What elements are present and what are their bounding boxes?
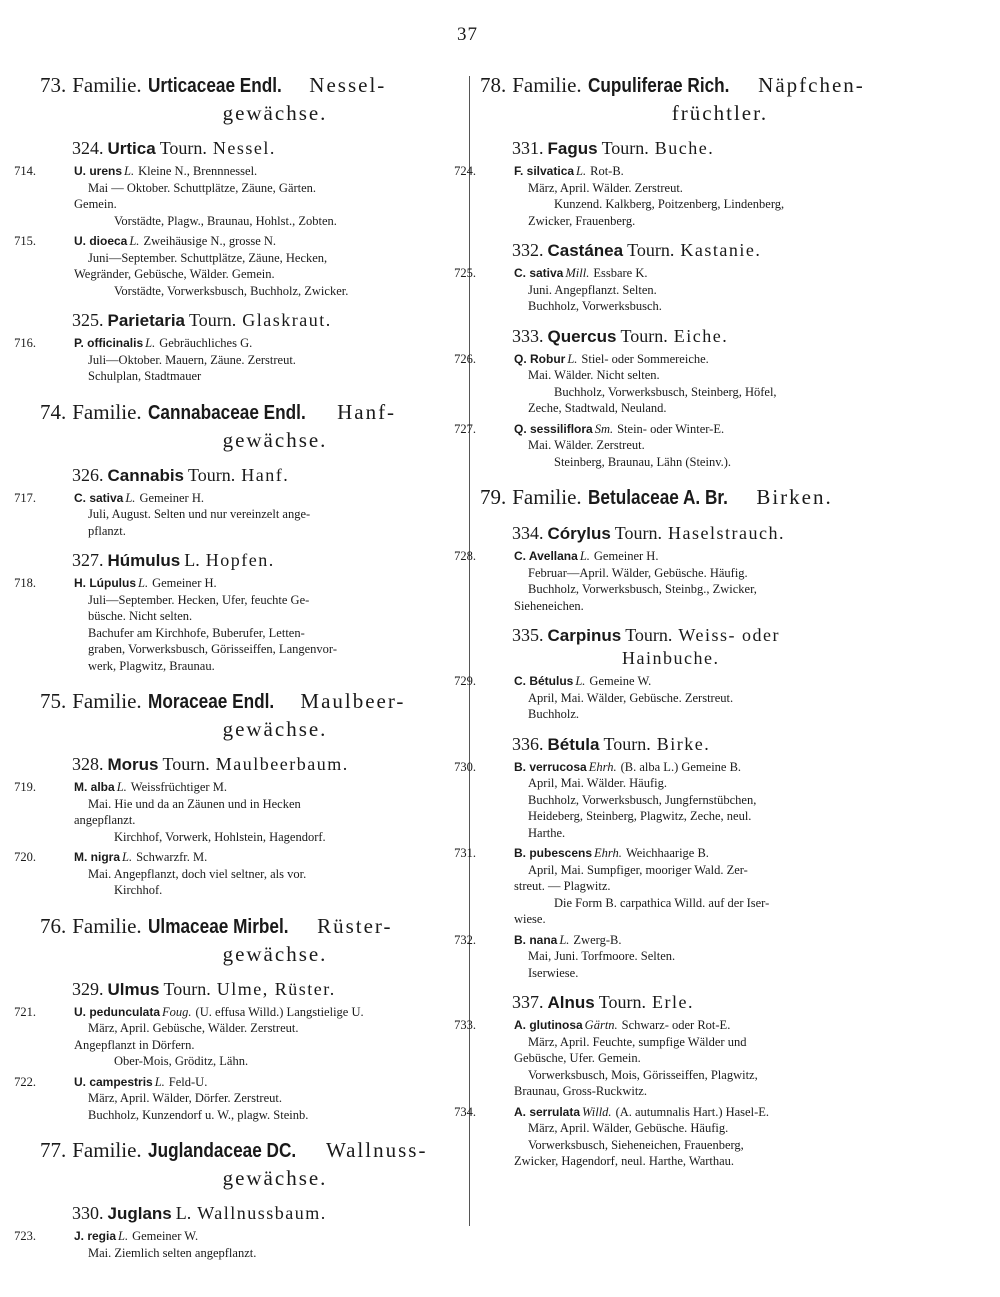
species-name: U. dioeca: [74, 234, 128, 248]
species-name: M. alba: [74, 780, 115, 794]
spacer: [40, 903, 460, 913]
species-common-name: Zweihäusige N., grosse N.: [143, 234, 277, 248]
species-detail-line: Kunzend. Kalkberg, Poitzenberg, Lindenberg,: [554, 197, 785, 211]
species-detail-line: angepflanzt.: [74, 813, 136, 827]
species-detail-line: Buchholz, Kunzendorf u. W., plagw. Steinb.: [88, 1107, 309, 1122]
species-common-name: (B. alba L.) Gemeine B.: [620, 759, 742, 774]
species-number: 721.: [14, 1004, 36, 1019]
species-common-name: Stein- oder Winter-E.: [617, 421, 725, 436]
species-detail-line: Schulplan, Stadtmauer: [88, 369, 202, 383]
species-number: 715.: [14, 234, 36, 248]
family-name: Juglandaceae DC.: [147, 1140, 296, 1162]
species-entry: [14, 575, 460, 674]
species-author: L.: [125, 490, 136, 505]
family-label: Familie.: [72, 689, 142, 713]
spacer: [480, 474, 910, 484]
species-detail-line: Buchholz, Vorwerksbusch, Jungfernstübchen,: [528, 792, 757, 807]
species-author: Sm.: [594, 421, 614, 436]
genus-author: Tourn.: [603, 733, 651, 754]
genus-heading: [512, 239, 910, 262]
genus-name: Húmulus: [107, 551, 181, 570]
species-detail-line: Mai. Wälder. Nicht selten.: [528, 368, 660, 382]
species-name: C. sativa: [74, 490, 124, 505]
species-detail-line: April, Mai. Wälder. Häufig.: [528, 776, 667, 790]
species-author: Mill.: [565, 266, 590, 280]
species-detail-line: Vorwerksbusch, Sieheneichen, Frauenberg,: [528, 1137, 744, 1152]
species-number: 718.: [14, 576, 36, 590]
species-detail-line: Steinberg, Braunau, Lähn (Steinv.).: [554, 454, 732, 469]
family-german-name-cont: gewächse.: [222, 101, 328, 125]
species-detail-line: Vorstädte, Vorwerksbusch, Buchholz, Zwicker.: [114, 283, 349, 298]
species-number: 720.: [14, 850, 36, 864]
genus-german-name: Nessel.: [212, 138, 276, 158]
genus-german-name-cont: Hainbuche.: [622, 648, 720, 668]
species-author: L.: [579, 549, 590, 563]
species-number: 728.: [454, 549, 476, 563]
species-name: H. Lúpulus: [74, 576, 136, 590]
genus-name: Carpinus: [547, 626, 622, 645]
genus-number: 326.: [72, 464, 104, 485]
genus-number: 329.: [72, 978, 104, 999]
genus-name: Castánea: [547, 241, 624, 260]
family-german-name-cont: gewächse.: [222, 717, 328, 741]
species-name: Q. sessiliflora: [514, 421, 593, 436]
species-entry: [454, 265, 910, 315]
species-detail-line: März, April. Wälder, Dörfer. Zerstreut.: [88, 1091, 282, 1105]
genus-heading: [72, 753, 460, 776]
species-number: 723.: [14, 1229, 36, 1243]
genus-name: Quercus: [547, 326, 617, 346]
species-detail-line: wiese.: [514, 912, 546, 926]
genus-author: Tourn.: [601, 138, 649, 158]
family-number: 77.: [40, 1138, 67, 1162]
genus-name: Cannabis: [107, 465, 185, 485]
species-common-name: Schwarz- oder Rot-E.: [621, 1018, 731, 1032]
species-number: 719.: [14, 780, 36, 794]
species-detail-line: Mai. Ziemlich selten angepflanzt.: [88, 1245, 257, 1260]
family-label: Familie.: [72, 73, 142, 97]
species-number: 731.: [454, 846, 476, 860]
genus-german-name: Hopfen.: [205, 550, 275, 570]
family-number: 74.: [40, 399, 67, 424]
family-heading: [40, 1137, 460, 1192]
species-detail-line: graben, Vorwerksbusch, Görisseiffen, Langenvor-: [88, 642, 337, 656]
species-detail-line: Mai. Wälder. Zerstreut.: [528, 438, 645, 452]
genus-heading: [72, 309, 460, 332]
species-detail-line: März, April. Gebüsche, Wälder. Zerstreut.: [88, 1021, 299, 1035]
genus-heading: [72, 137, 460, 160]
genus-german-name: Eiche.: [673, 325, 729, 346]
spacer: [40, 389, 460, 399]
genus-author: Tourn.: [159, 138, 207, 158]
genus-name: Córylus: [547, 524, 611, 543]
species-detail-line: Juni—September. Schuttplätze, Zäune, Hecken,: [88, 250, 328, 265]
species-detail-line: Mai, Juni. Torfmoore. Selten.: [528, 949, 676, 963]
species-detail-line: Juli, August. Selten und nur vereinzelt ange-: [88, 507, 311, 521]
genus-number: 328.: [72, 754, 104, 774]
species-entry: [454, 548, 910, 614]
family-label: Familie.: [72, 1138, 142, 1162]
genus-author: Tourn.: [188, 464, 236, 485]
species-entry: [14, 1004, 460, 1070]
species-detail-line: Die Form B. carpathica Willd. auf der Iser-: [554, 895, 770, 910]
species-common-name: Gemeiner H.: [139, 490, 204, 505]
species-name: J. regia: [74, 1229, 117, 1243]
species-detail-line: werk, Plagwitz, Braunau.: [88, 658, 215, 673]
species-detail-line: Vorstädte, Plagw., Braunau, Hohlst., Zobten.: [114, 213, 337, 228]
family-heading: [480, 484, 910, 512]
family-name: Cannabaceae Endl.: [147, 401, 306, 424]
species-detail-line: pflanzt.: [88, 523, 126, 538]
genus-heading: [512, 325, 910, 348]
genus-number: 331.: [512, 138, 544, 158]
species-name: B. pubescens: [514, 846, 593, 860]
species-author: L.: [116, 780, 127, 794]
species-name: C. Avellana: [514, 549, 578, 563]
species-detail-line: Februar—April. Wälder, Gebüsche. Häufig.: [528, 565, 748, 580]
species-author: Willd.: [582, 1104, 612, 1119]
genus-author: Tourn.: [614, 523, 663, 543]
species-entry: [454, 351, 910, 417]
species-entry: [14, 849, 460, 899]
species-common-name: Zwerg-B.: [573, 932, 622, 947]
genus-name: Bétula: [547, 734, 600, 754]
species-entry: [454, 1017, 910, 1100]
species-number: 730.: [454, 759, 476, 774]
species-detail-line: April, Mai. Wälder, Gebüsche. Zerstreut.: [528, 690, 734, 705]
species-detail-line: Angepflanzt in Dörfern.: [74, 1037, 195, 1052]
genus-heading: [512, 624, 910, 670]
species-name: U. pedunculata: [74, 1004, 161, 1019]
species-detail-line: Buchholz, Vorwerksbusch, Steinbg., Zwicker,: [528, 582, 757, 596]
species-number: 725.: [454, 266, 476, 280]
species-author: L.: [124, 164, 135, 178]
species-detail-line: Mai — Oktober. Schuttplätze, Zäune, Gärten.: [88, 180, 317, 195]
genus-heading: [512, 733, 910, 756]
species-common-name: Feld-U.: [168, 1074, 208, 1089]
family-heading: [480, 72, 910, 127]
species-common-name: Gemeine W.: [589, 674, 652, 688]
species-author: L.: [145, 336, 156, 350]
family-german-name: Birken.: [756, 485, 833, 509]
species-author: L.: [559, 932, 570, 947]
species-author: L.: [129, 234, 140, 248]
genus-author: Tourn.: [189, 310, 237, 330]
species-number: 726.: [454, 351, 476, 366]
column-divider: [469, 76, 470, 1226]
species-author: Ehrh.: [594, 846, 622, 860]
species-detail-line: Mai. Angepflanzt, doch viel seltner, als vor.: [88, 866, 307, 881]
genus-name: Fagus: [547, 139, 598, 158]
genus-author: Tourn.: [620, 325, 668, 346]
genus-author: Tourn.: [627, 240, 675, 260]
species-author: Foug.: [162, 1004, 192, 1019]
family-german-name: Nessel-: [309, 73, 387, 97]
genus-name: Urtica: [107, 139, 156, 158]
species-entry: [14, 335, 460, 385]
genus-name: Ulmus: [107, 979, 160, 999]
left-column: [14, 72, 460, 1265]
species-common-name: (A. autumnalis Hart.) Hasel-E.: [615, 1104, 769, 1119]
family-label: Familie.: [512, 73, 582, 97]
species-number: 722.: [14, 1074, 36, 1089]
species-detail-line: Harthe.: [528, 825, 566, 840]
species-common-name: Stiel- oder Sommereiche.: [581, 351, 709, 366]
family-number: 75.: [40, 689, 67, 713]
species-author: Gärtn.: [584, 1018, 618, 1032]
species-number: 733.: [454, 1018, 476, 1032]
family-heading: [40, 688, 460, 743]
genus-number: 327.: [72, 550, 104, 570]
species-author: L.: [122, 850, 133, 864]
species-name: C. sativa: [514, 266, 564, 280]
genus-author: Tourn.: [625, 625, 673, 645]
genus-german-name: Kastanie.: [680, 240, 762, 260]
family-german-name: Näpfchen-: [758, 73, 865, 97]
genus-heading: [512, 991, 910, 1014]
spacer: [40, 1127, 460, 1137]
species-detail-line: Wegränder, Gebüsche, Wälder. Gemein.: [74, 267, 275, 281]
species-entry: [14, 163, 460, 229]
species-author: L.: [576, 164, 587, 178]
family-name: Cupuliferae Rich.: [587, 75, 730, 97]
species-detail-line: Kirchhof.: [114, 883, 163, 897]
family-german-name-cont: gewächse.: [222, 1166, 328, 1190]
species-detail-line: Iserwiese.: [528, 965, 579, 980]
genus-number: 333.: [512, 325, 544, 346]
family-name: Betulaceae A. Br.: [587, 487, 728, 509]
species-detail-line: büsche. Nicht selten.: [88, 609, 193, 623]
genus-number: 330.: [72, 1203, 104, 1223]
family-number: 76.: [40, 913, 67, 938]
species-name: M. nigra: [74, 850, 121, 864]
genus-german-name: Hanf.: [241, 464, 290, 485]
species-name: B. verrucosa: [514, 759, 587, 774]
species-author: L.: [138, 576, 149, 590]
species-common-name: Weissfrüchtiger M.: [130, 780, 227, 794]
species-name: P. officinalis: [74, 336, 144, 350]
genus-number: 335.: [512, 625, 544, 645]
species-detail-line: Vorwerksbusch, Mois, Görisseiffen, Plagwitz,: [528, 1067, 758, 1082]
species-number: 729.: [454, 674, 476, 688]
genus-heading: [72, 549, 460, 572]
species-detail-line: Zwicker, Hagendorf, neul. Harthe, Warthau.: [514, 1154, 735, 1168]
genus-author: L.: [184, 550, 200, 570]
species-entry: [454, 932, 910, 982]
species-entry: [454, 845, 910, 928]
genus-german-name: Erle.: [651, 992, 694, 1012]
family-name: Urticaceae Endl.: [147, 75, 282, 97]
species-entry: [14, 779, 460, 845]
species-detail-line: April, Mai. Sumpfiger, mooriger Wald. Zer-: [528, 862, 748, 877]
species-detail-line: März, April. Feuchte, sumpfige Wälder und: [528, 1034, 747, 1049]
family-german-name: Wallnuss-: [325, 1138, 428, 1162]
genus-number: 337.: [512, 992, 544, 1012]
genus-number: 324.: [72, 138, 104, 158]
family-german-name-cont: gewächse.: [222, 427, 328, 452]
species-author: L.: [575, 674, 586, 688]
family-name: Ulmaceae Mirbel.: [147, 915, 289, 938]
species-detail-line: streut. — Plagwitz.: [514, 879, 611, 893]
family-number: 79.: [480, 485, 507, 509]
species-detail-line: Juli—Oktober. Mauern, Zäune. Zerstreut.: [88, 352, 296, 367]
genus-number: 336.: [512, 733, 544, 754]
species-entry: [454, 759, 910, 842]
species-entry: [14, 1228, 460, 1261]
genus-german-name: Weiss- oder: [678, 625, 780, 645]
family-label: Familie.: [72, 913, 142, 938]
spacer: [40, 678, 460, 688]
species-entry: [454, 673, 910, 723]
species-detail-line: März, April. Wälder. Zerstreut.: [528, 180, 683, 195]
species-number: 734.: [454, 1104, 476, 1119]
family-name: Moraceae Endl.: [147, 691, 274, 713]
family-number: 78.: [480, 73, 507, 97]
genus-german-name: Haselstrauch.: [668, 523, 785, 543]
species-author: L.: [154, 1074, 165, 1089]
species-detail-line: Ober-Mois, Gröditz, Lähn.: [114, 1054, 249, 1068]
family-german-name: Rüster-: [317, 913, 393, 938]
family-heading: [40, 72, 460, 127]
species-common-name: (U. effusa Willd.) Langstielige U.: [195, 1004, 364, 1019]
species-number: 714.: [14, 164, 36, 178]
species-author: L.: [567, 351, 578, 366]
species-common-name: Weichhaarige B.: [625, 846, 709, 860]
species-detail-line: Juli—September. Hecken, Ufer, feuchte Ge-: [88, 592, 310, 607]
family-heading: [40, 399, 460, 454]
family-label: Familie.: [72, 399, 142, 424]
species-name: A. serrulata: [514, 1104, 581, 1119]
genus-german-name: Ulme, Rüster.: [216, 978, 336, 999]
genus-heading: [512, 522, 910, 545]
genus-german-name: Maulbeerbaum.: [215, 754, 349, 774]
genus-heading: [72, 1202, 460, 1225]
species-number: 732.: [454, 932, 476, 947]
species-name: U. urens: [74, 164, 123, 178]
family-german-name: Hanf-: [337, 399, 397, 424]
genus-number: 325.: [72, 310, 104, 330]
species-number: 716.: [14, 336, 36, 350]
species-detail-line: Sieheneichen.: [514, 598, 584, 613]
species-name: A. glutinosa: [514, 1018, 583, 1032]
family-german-name-cont: gewächse.: [222, 941, 328, 966]
species-common-name: Gemeiner H.: [593, 549, 659, 563]
genus-heading: [72, 978, 460, 1001]
species-name: U. campestris: [74, 1074, 153, 1089]
species-author: Ehrh.: [588, 759, 617, 774]
species-name: F. silvatica: [514, 164, 575, 178]
species-entry: [14, 1074, 460, 1124]
species-name: C. Bétulus: [514, 674, 574, 688]
genus-name: Juglans: [107, 1204, 172, 1223]
species-detail-line: Zeche, Stadtwald, Neuland.: [528, 401, 667, 415]
species-detail-line: März, April. Wälder, Gebüsche. Häufig.: [528, 1121, 729, 1135]
family-label: Familie.: [512, 485, 582, 509]
species-entry: [454, 163, 910, 229]
genus-author: Tourn.: [162, 754, 210, 774]
species-detail-line: Buchholz, Vorwerksbusch.: [528, 299, 662, 313]
right-column: [454, 72, 910, 1174]
species-entry: [454, 1104, 910, 1170]
genus-name: Alnus: [547, 993, 595, 1012]
family-german-name: Maulbeer-: [300, 689, 406, 713]
species-detail-line: Zwicker, Frauenberg.: [528, 213, 636, 228]
genus-author: L.: [175, 1203, 192, 1223]
species-name: B. nana: [514, 932, 558, 947]
genus-number: 332.: [512, 240, 544, 260]
genus-name: Morus: [107, 755, 159, 774]
page-number: 37: [457, 24, 478, 45]
species-detail-line: Gebüsche, Ufer. Gemein.: [514, 1051, 641, 1065]
species-detail-line: Juni. Angepflanzt. Selten.: [528, 282, 657, 297]
species-number: 727.: [454, 421, 476, 436]
genus-german-name: Birke.: [656, 733, 711, 754]
genus-german-name: Glaskraut.: [242, 310, 332, 330]
species-number: 724.: [454, 164, 476, 178]
species-name: Q. Robur: [514, 351, 566, 366]
genus-heading: [72, 464, 460, 487]
species-detail-line: Mai. Hie und da an Zäunen und in Hecken: [88, 796, 301, 811]
species-detail-line: Kirchhof, Vorwerk, Hohlstein, Hagendorf.: [114, 829, 326, 844]
genus-heading: [512, 137, 910, 160]
genus-number: 334.: [512, 523, 544, 543]
family-heading: [40, 913, 460, 968]
species-common-name: Gebräuchliches G.: [159, 336, 253, 350]
species-common-name: Gemeiner H.: [152, 576, 217, 590]
family-german-name-cont: früchtler.: [671, 101, 769, 125]
genus-author: Tourn.: [163, 978, 211, 999]
family-number: 73.: [40, 73, 67, 97]
species-detail-line: Buchholz.: [528, 707, 580, 721]
genus-german-name: Buche.: [654, 138, 715, 158]
species-common-name: Rot-B.: [590, 164, 624, 178]
species-common-name: Essbare K.: [593, 266, 648, 280]
species-entry: [454, 421, 910, 471]
species-common-name: Gemeiner W.: [132, 1229, 199, 1243]
species-detail-line: Heideberg, Steinberg, Plagwitz, Zeche, neul.: [528, 809, 752, 823]
genus-german-name: Wallnussbaum.: [197, 1203, 327, 1223]
species-author: L.: [118, 1229, 129, 1243]
species-entry: [14, 233, 460, 299]
species-detail-line: Buchholz, Vorwerksbusch, Steinberg, Höfel,: [554, 384, 777, 399]
species-entry: [14, 490, 460, 540]
species-common-name: Schwarzfr. M.: [136, 850, 208, 864]
genus-name: Parietaria: [107, 311, 185, 330]
species-detail-line: Braunau, Gross-Ruckwitz.: [514, 1084, 647, 1098]
species-common-name: Kleine N., Brennnessel.: [138, 164, 258, 178]
species-number: 717.: [14, 490, 36, 505]
species-detail-line: Bachufer am Kirchhofe, Buberufer, Letten-: [88, 625, 305, 640]
species-detail-line: Gemein.: [74, 197, 117, 211]
genus-author: Tourn.: [598, 992, 646, 1012]
